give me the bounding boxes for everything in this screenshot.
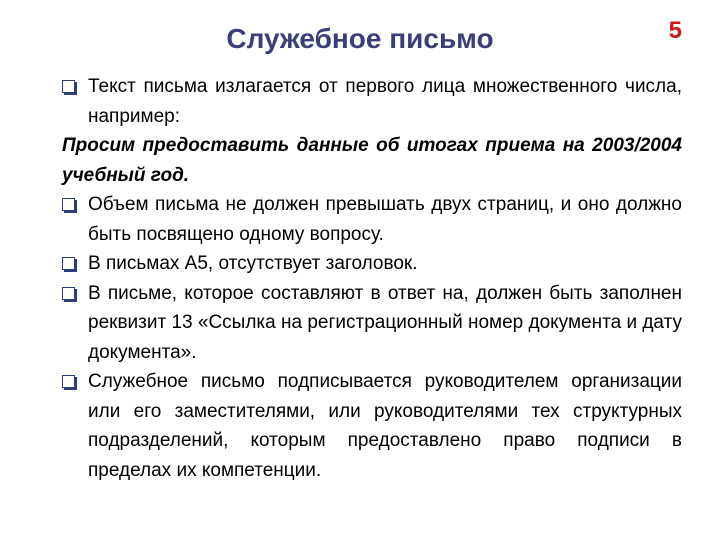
list-item-text: Текст письма излагается от первого лица множественного числа, например:	[88, 76, 682, 127]
list-item	[62, 367, 682, 485]
list-item-text: Служебное письмо подписывается руководителем организации или его заместителями, или руководителями тех структурных подразделений, которым предоставлено право подписи в пределах их компетенции.	[88, 371, 682, 481]
list-item-text: В письме, которое составляют в ответ на, должен быть заполнен реквизит 13 «Ссылка на регистрационный номер документа и дату документа».	[88, 282, 682, 363]
slide-number: 5	[668, 17, 682, 44]
hollow-square-bullet-icon	[62, 257, 75, 270]
list-item-text: Объем письма не должен превышать двух страниц, и оно должно быть посвящено одному вопросу.	[88, 194, 682, 245]
hollow-square-bullet-icon	[62, 198, 75, 211]
slide-body	[62, 72, 682, 485]
list-item	[62, 72, 682, 131]
hollow-square-bullet-icon	[62, 287, 75, 300]
list-item	[62, 249, 682, 279]
example-text	[62, 131, 682, 190]
list-item	[62, 190, 682, 249]
hollow-square-bullet-icon	[62, 375, 75, 388]
list-item	[62, 279, 682, 368]
example-text-content: Просим предоставить данные об итогах приема на 2003/2004 учебный год.	[62, 135, 682, 186]
slide-title: Служебное письмо	[226, 23, 494, 54]
list-item-text: В письмах А5, отсутствует заголовок.	[88, 253, 418, 274]
hollow-square-bullet-icon	[62, 80, 75, 93]
